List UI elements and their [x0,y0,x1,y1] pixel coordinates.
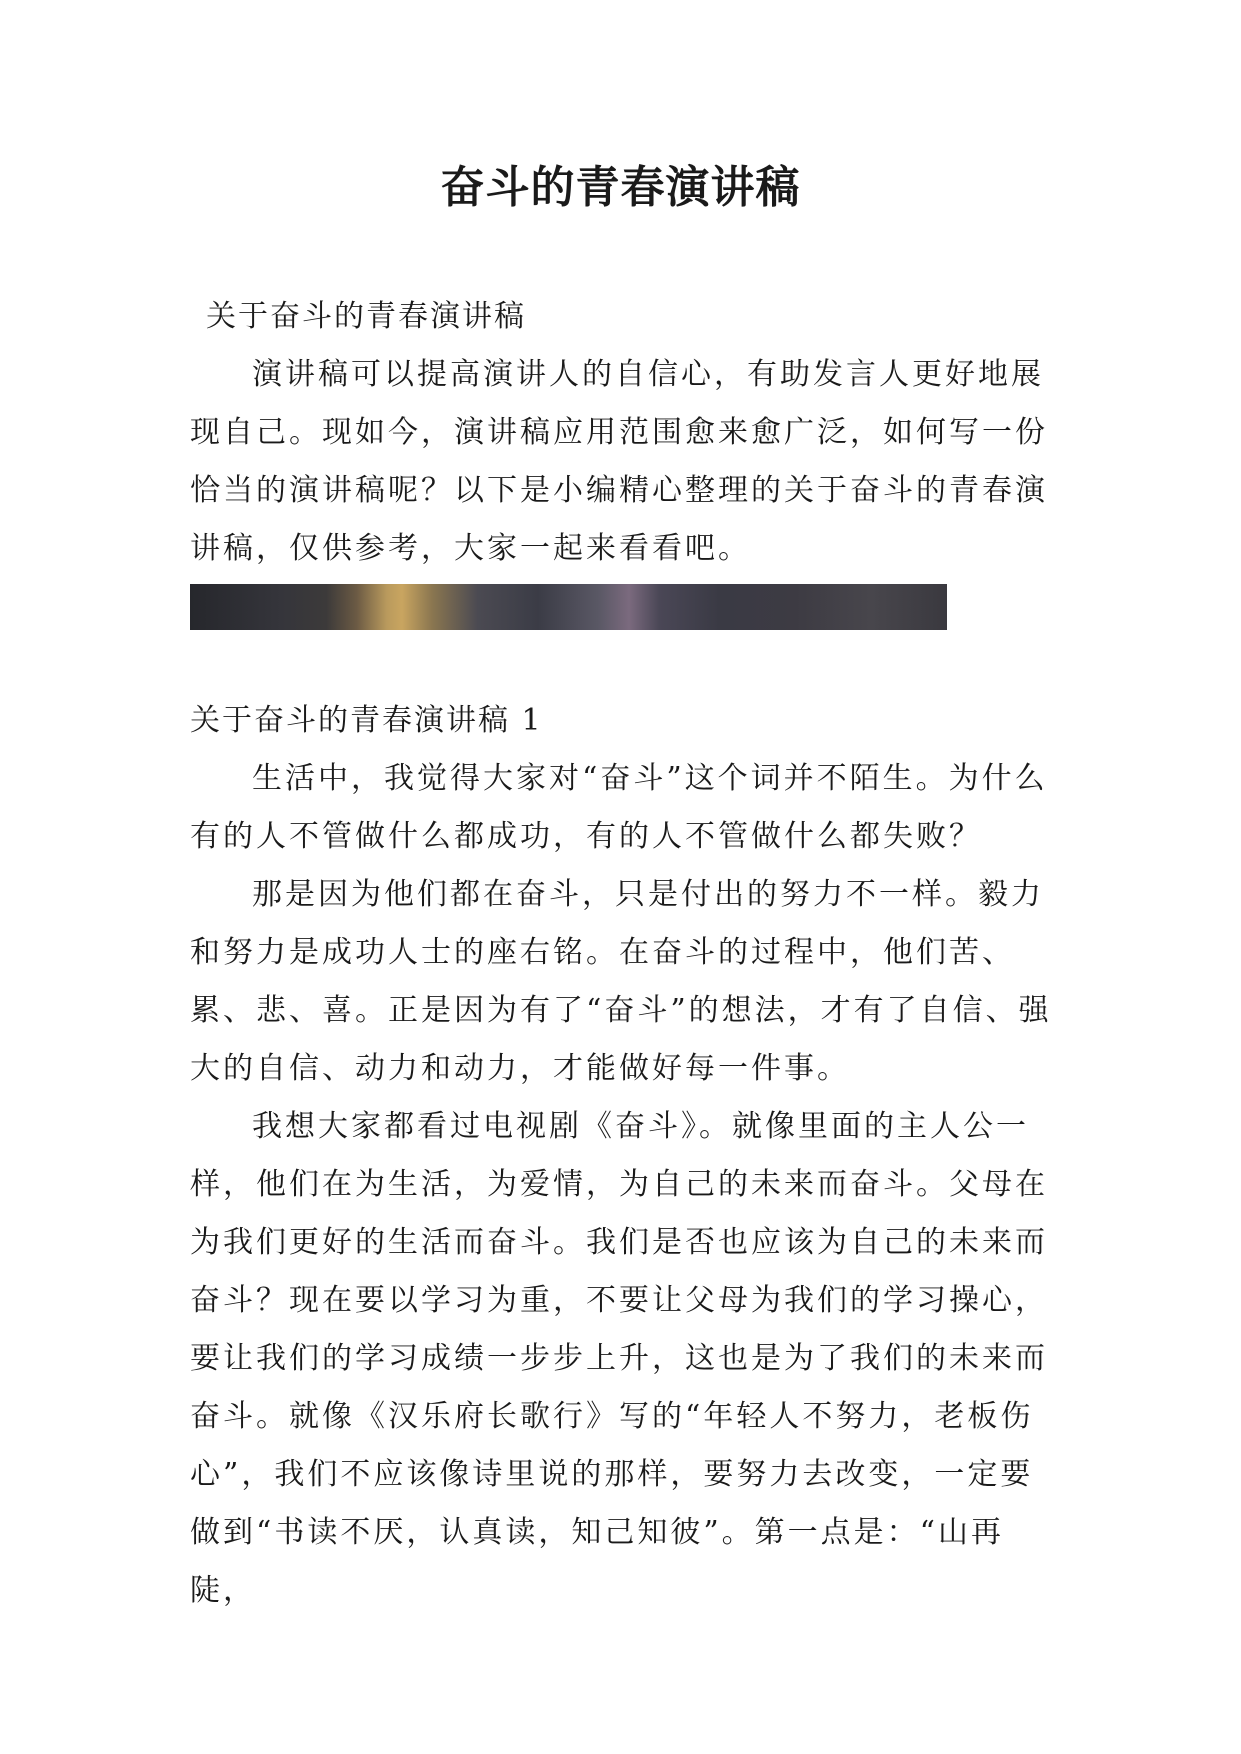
document-subtitle: 关于奋斗的青春演讲稿 [206,299,526,334]
cropped-banner-image [190,584,947,630]
body-paragraph-1: 生活中，我觉得大家对“奋斗”这个词并不陌生。为什么有的人不管做什么都成功，有的人不管做什么都失败？ [190,761,1048,854]
section-heading: 关于奋斗的青春演讲稿 1 [190,703,543,738]
document-title: 奋斗的青春演讲稿 [440,162,801,213]
document-body [190,288,1060,1620]
body-paragraph-2: 那是因为他们都在奋斗，只是付出的努力不一样。毅力和努力是成功人士的座右铭。在奋斗的过程中，他们苦、累、悲、喜。正是因为有了“奋斗”的想法，才有了自信、强大的自信、动力和动力，才能做好每一件事。 [190,877,1052,1086]
intro-paragraph: 演讲稿可以提高演讲人的自信心，有助发言人更好地展现自己。现如今，演讲稿应用范围愈来愈广泛，如何写一份恰当的演讲稿呢？以下是小编精心整理的关于奋斗的青春演讲稿，仅供参考，大家一起来看看吧。 [190,357,1048,566]
body-paragraph-3: 我想大家都看过电视剧《奋斗》。就像里面的主人公一样，他们在为生活，为爱情，为自己的未来而奋斗。父母在为我们更好的生活而奋斗。我们是否也应该为自己的未来而奋斗？现在要以学习为重，不要让父母为我们的学习操心，要让我们的学习成绩一步步上升，这也是为了我们的未来而奋斗。就像《汉乐府长歌行》写的“年轻人不努力，老板伤心”，我们不应该像诗里说的那样，要努力去改变，一定要做到“书读不厌，认真读，知己知彼”。第一点是：“山再陡， [190,1109,1048,1608]
